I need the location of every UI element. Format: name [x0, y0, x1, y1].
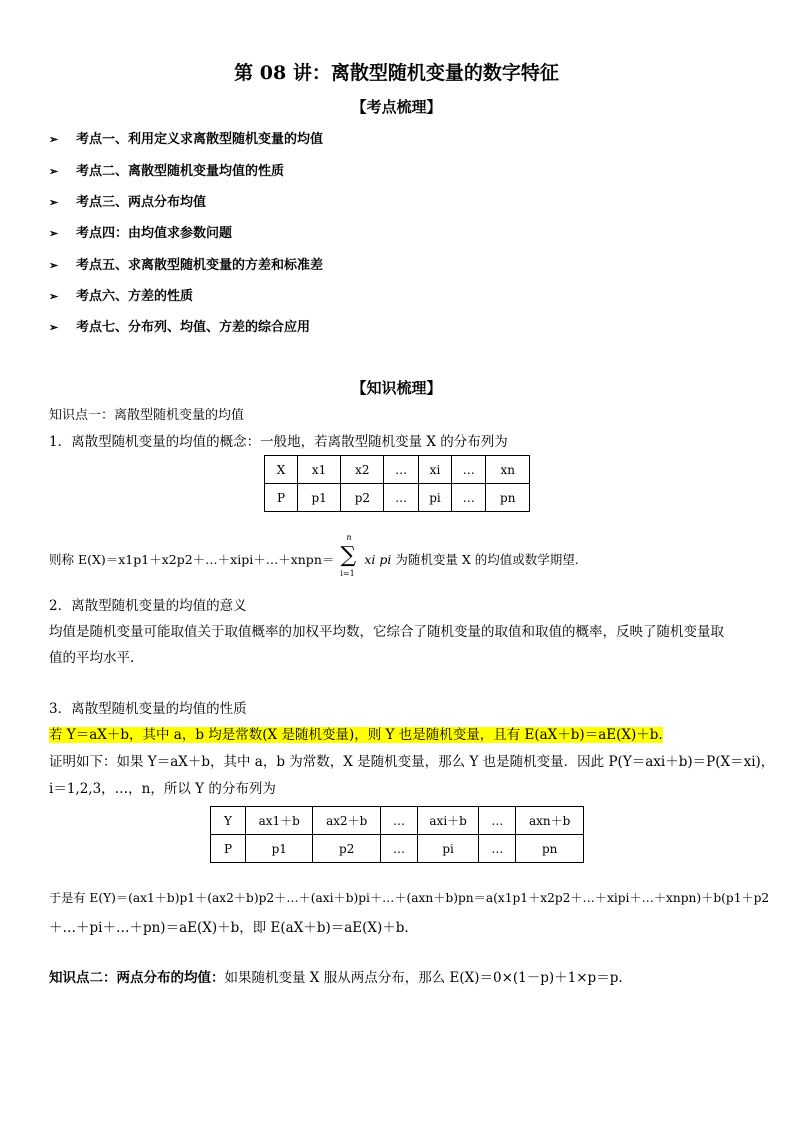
highlighted-theorem: 若 Y＝aX＋b，其中 a，b 均是常数(X 是随机变量)，则 Y 也是随机变量，且有 E(aX＋b)＝aE(X)＋b.	[49, 727, 663, 743]
table-row	[211, 807, 584, 835]
arrow-bullet-icon: ➢	[49, 227, 59, 240]
arrow-bullet-icon: ➢	[49, 165, 59, 178]
table-cell: P	[265, 484, 298, 512]
knowledge-point-2	[49, 966, 623, 986]
table-cell: …	[384, 456, 418, 484]
arrow-bullet-icon: ➢	[49, 133, 59, 146]
table-cell: ax2＋b	[313, 807, 380, 835]
proof-line-1: 证明如下：如果 Y＝aX＋b，其中 a，b 为常数，X 是随机变量，那么 Y 也是随机变量．因此 P(Y＝axi＋b)＝P(X＝xi)，	[49, 754, 775, 770]
kaodian-label: 考点四：由均值求参数问题	[76, 226, 233, 241]
mean-meaning-line-1: 均值是随机变量可能取值关于取值概率的加权平均数，它综合了随机变量的取值和取值的概率，反映了随机变量取	[49, 624, 724, 640]
table-cell: X	[265, 456, 298, 484]
kaodian-item	[49, 191, 206, 210]
table-cell: x2	[341, 456, 384, 484]
mean-property-statement	[49, 723, 663, 743]
kaodian-item	[49, 128, 323, 147]
distribution-table-y	[210, 806, 584, 863]
table-cell: …	[452, 456, 486, 484]
kaodian-item	[49, 160, 284, 179]
table-cell: …	[479, 807, 516, 835]
arrow-bullet-icon: ➢	[49, 290, 59, 303]
table-cell: axn＋b	[516, 807, 584, 835]
sigma-icon: ∑	[340, 543, 357, 568]
table-cell: …	[384, 484, 418, 512]
table-row	[211, 835, 584, 863]
formula-suffix: 为随机变量 X 的均值或数学期望.	[395, 552, 579, 567]
kaodian-label: 考点五、求离散型随机变量的方差和标准差	[76, 258, 324, 273]
mean-meaning-heading: 2．离散型随机变量的均值的意义	[49, 598, 247, 614]
table-cell: xi	[418, 456, 451, 484]
kaodian-label: 考点一、利用定义求离散型随机变量的均值	[76, 132, 324, 147]
kaodian-item	[49, 254, 323, 273]
table-cell: …	[452, 484, 486, 512]
mean-definition-text: 1．离散型随机变量的均值的概念：一般地，若离散型随机变量 X 的分布列为	[49, 434, 508, 450]
table-cell: pn	[486, 484, 530, 512]
proof-line-2: i＝1,2,3，…，n，所以 Y 的分布列为	[49, 781, 276, 797]
expectation-formula	[49, 533, 579, 578]
table-cell: x1	[298, 456, 341, 484]
arrow-bullet-icon: ➢	[49, 196, 59, 209]
arrow-bullet-icon: ➢	[49, 259, 59, 272]
mean-meaning-line-2: 值的平均水平.	[49, 650, 135, 666]
table-cell: xn	[486, 456, 530, 484]
kaodian-label: 考点三、两点分布均值	[76, 195, 207, 210]
table-cell: pi	[417, 835, 478, 863]
table-cell: …	[380, 835, 417, 863]
page-title: 第 08 讲：离散型随机变量的数字特征	[234, 62, 559, 84]
kaodian-label: 考点二、离散型随机变量均值的性质	[76, 164, 285, 179]
table-cell: Y	[211, 807, 246, 835]
derivation-line-1: 于是有 E(Y)＝(ax1＋b)p1＋(ax2＋b)p2＋…＋(axi＋b)pi＋…＋(axn＋b)pn＝a(x1p1＋x2p2＋…＋xipi＋…＋xnpn)＋b(p1＋p2	[49, 891, 770, 905]
table-row	[265, 484, 530, 512]
formula-prefix: 则称 E(X)＝x1p1＋x2p2＋…＋xipi＋…＋xnpn＝	[49, 552, 335, 567]
sum-term: xi pi	[364, 552, 392, 567]
two-point-mean-text: 如果随机变量 X 服从两点分布，那么 E(X)＝0×(1－p)＋1×p＝p.	[224, 970, 623, 986]
knowledge-point-1-heading: 知识点一：离散型随机变量的均值	[49, 408, 245, 423]
kaodian-label: 考点六、方差的性质	[76, 289, 194, 304]
mean-property-heading: 3．离散型随机变量的均值的性质	[49, 701, 247, 717]
distribution-table-x	[264, 455, 530, 512]
table-cell: …	[380, 807, 417, 835]
section-heading-zhishi: 【知识梳理】	[351, 379, 442, 397]
kaodian-label: 考点七、分布列、均值、方差的综合应用	[76, 320, 311, 335]
table-row	[265, 456, 530, 484]
table-cell: p2	[313, 835, 380, 863]
arrow-bullet-icon: ➢	[49, 321, 59, 334]
knowledge-point-2-heading: 知识点二：两点分布的均值：	[49, 970, 225, 986]
kaodian-item	[49, 316, 310, 335]
derivation-line-2: ＋…＋pi＋…＋pn)＝aE(X)＋b，即 E(aX＋b)＝aE(X)＋b.	[49, 920, 409, 936]
table-cell: pi	[418, 484, 451, 512]
table-cell: p1	[298, 484, 341, 512]
table-cell: ax1＋b	[246, 807, 313, 835]
sum-upper-limit: n	[346, 533, 352, 542]
table-cell: axi＋b	[417, 807, 478, 835]
sum-lower-limit: i=1	[340, 569, 355, 578]
table-cell: P	[211, 835, 246, 863]
kaodian-item	[49, 285, 193, 304]
table-cell: p1	[246, 835, 313, 863]
table-cell: pn	[516, 835, 584, 863]
kaodian-item	[49, 222, 232, 241]
table-cell: …	[479, 835, 516, 863]
section-heading-kaodian: 【考点梳理】	[351, 98, 442, 116]
summation-symbol	[338, 533, 360, 578]
table-cell: p2	[341, 484, 384, 512]
